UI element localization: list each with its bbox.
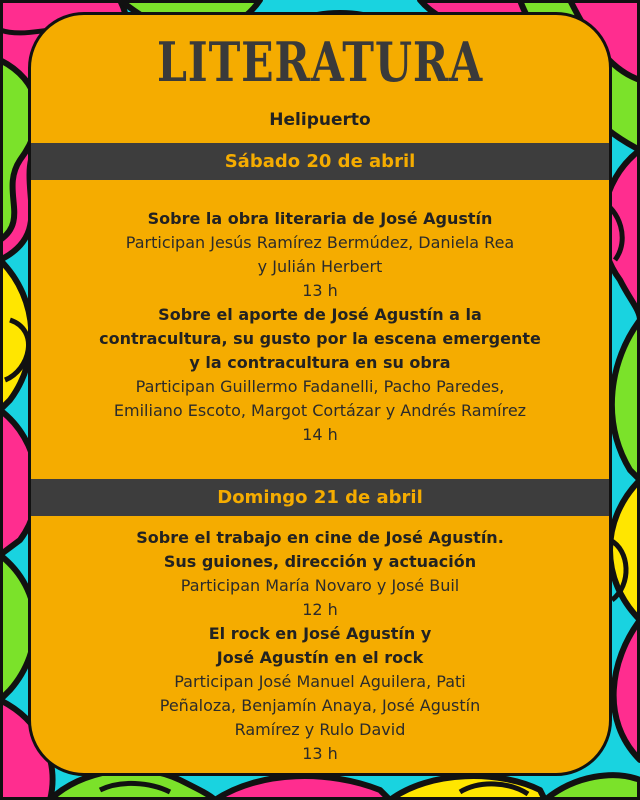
event-participants: Peñaloza, Benjamín Anaya, José Agustín xyxy=(159,696,481,715)
event-participants: Participan José Manuel Aguilera, Pati xyxy=(174,672,466,691)
event-title: José Agustín en el rock xyxy=(216,648,424,667)
program-card xyxy=(28,12,612,776)
event-item xyxy=(41,622,599,766)
event-participants: Participan Guillermo Fadanelli, Pacho Paredes, xyxy=(135,377,505,396)
event-item xyxy=(41,303,599,447)
event-participants: Participan María Novaro y José Buil xyxy=(180,576,460,595)
event-title: y la contracultura en su obra xyxy=(189,353,451,372)
event-title: El rock en José Agustín y xyxy=(208,624,432,643)
venue-label: Helipuerto xyxy=(269,110,371,130)
event-title: contracultura, su gusto por la escena emergente xyxy=(99,329,541,348)
event-participants: Ramírez y Rulo David xyxy=(234,720,406,739)
sunday-events xyxy=(41,526,599,766)
page-title: LITERATURA xyxy=(156,30,483,95)
event-time: 14 h xyxy=(302,425,338,444)
event-title: Sobre la obra literaria de José Agustín xyxy=(147,209,493,228)
event-participants: Emiliano Escoto, Margot Cortázar y Andrés Ramírez xyxy=(113,401,527,420)
event-title: Sobre el trabajo en cine de José Agustín. xyxy=(136,528,504,547)
event-participants: Participan Jesús Ramírez Bermúdez, Daniela Rea xyxy=(125,233,515,252)
event-time: 12 h xyxy=(302,600,338,619)
event-time: 13 h xyxy=(302,744,338,763)
event-time: 13 h xyxy=(302,281,338,300)
event-participants: y Julián Herbert xyxy=(257,257,383,276)
day-header-sunday: Domingo 21 de abril xyxy=(31,479,609,516)
day-header-saturday: Sábado 20 de abril xyxy=(31,143,609,180)
event-item xyxy=(41,207,599,303)
saturday-events xyxy=(41,207,599,447)
event-title: Sobre el aporte de José Agustín a la xyxy=(158,305,482,324)
event-title: Sus guiones, dirección y actuación xyxy=(163,552,477,571)
event-item xyxy=(41,526,599,622)
